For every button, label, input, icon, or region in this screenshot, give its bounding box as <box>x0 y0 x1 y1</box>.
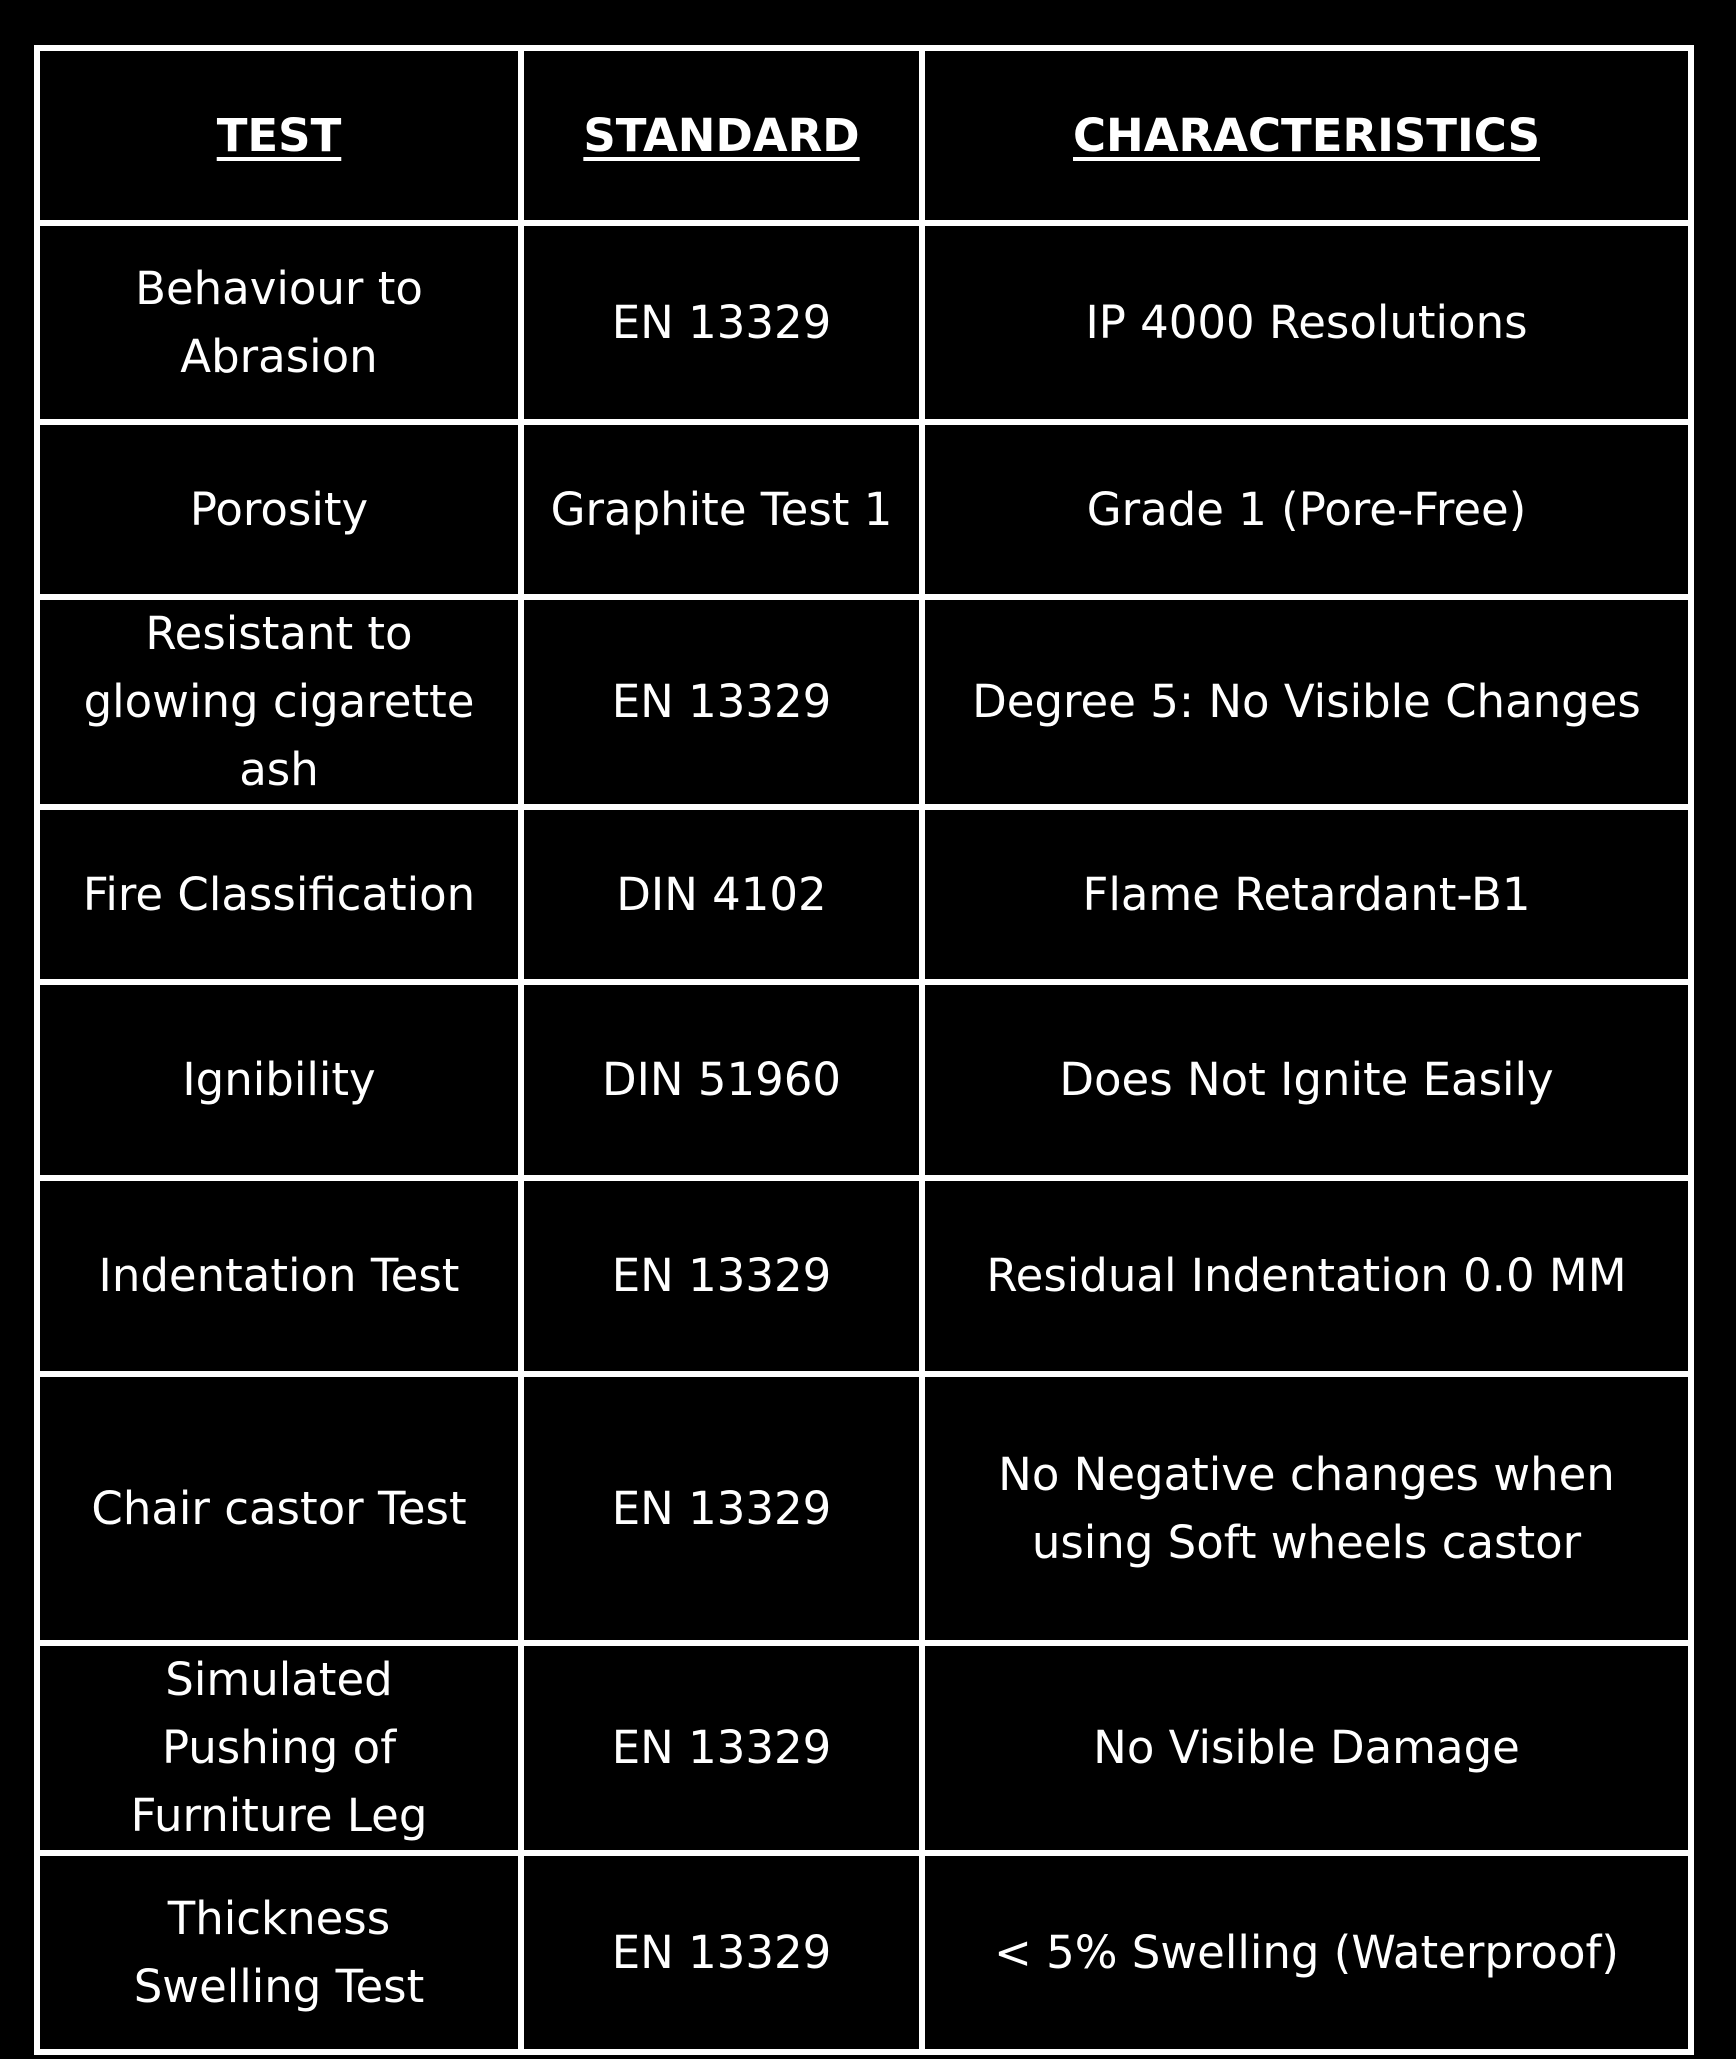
cell-test: Simulated Pushing of Furniture Leg <box>37 1643 521 1853</box>
cell-characteristics: Does Not Ignite Easily <box>922 982 1691 1178</box>
cell-test: Behaviour to Abrasion <box>37 223 521 422</box>
specification-table <box>34 45 1694 2055</box>
cell-characteristics: Flame Retardant-B1 <box>922 807 1691 982</box>
table-row <box>37 1853 1691 2052</box>
cell-characteristics: No Negative changes when using Soft wheels castor <box>922 1374 1691 1643</box>
cell-characteristics: < 5% Swelling (Waterproof) <box>922 1853 1691 2052</box>
table-row <box>37 1643 1691 1853</box>
cell-standard: Graphite Test 1 <box>521 422 922 597</box>
cell-characteristics: Grade 1 (Pore-Free) <box>922 422 1691 597</box>
table-row <box>37 422 1691 597</box>
cell-standard: DIN 51960 <box>521 982 922 1178</box>
cell-characteristics: Residual Indentation 0.0 MM <box>922 1178 1691 1374</box>
cell-test: Fire Classification <box>37 807 521 982</box>
cell-standard: EN 13329 <box>521 1178 922 1374</box>
cell-characteristics: No Visible Damage <box>922 1643 1691 1853</box>
cell-standard: DIN 4102 <box>521 807 922 982</box>
header-characteristics: CHARACTERISTICS <box>922 48 1691 223</box>
table-row <box>37 1374 1691 1643</box>
cell-characteristics: Degree 5: No Visible Changes <box>922 597 1691 807</box>
table-row <box>37 1178 1691 1374</box>
cell-standard: EN 13329 <box>521 1374 922 1643</box>
cell-test: Porosity <box>37 422 521 597</box>
header-standard: STANDARD <box>521 48 922 223</box>
table-header-row <box>37 48 1691 223</box>
cell-test: Chair castor Test <box>37 1374 521 1643</box>
cell-characteristics: IP 4000 Resolutions <box>922 223 1691 422</box>
table-row <box>37 982 1691 1178</box>
table-row <box>37 597 1691 807</box>
table-row <box>37 807 1691 982</box>
cell-test: Ignibility <box>37 982 521 1178</box>
header-test: TEST <box>37 48 521 223</box>
cell-test: Indentation Test <box>37 1178 521 1374</box>
cell-test: Thickness Swelling Test <box>37 1853 521 2052</box>
cell-test: Resistant to glowing cigarette ash <box>37 597 521 807</box>
cell-standard: EN 13329 <box>521 223 922 422</box>
cell-standard: EN 13329 <box>521 1853 922 2052</box>
table-row <box>37 223 1691 422</box>
cell-standard: EN 13329 <box>521 597 922 807</box>
cell-standard: EN 13329 <box>521 1643 922 1853</box>
